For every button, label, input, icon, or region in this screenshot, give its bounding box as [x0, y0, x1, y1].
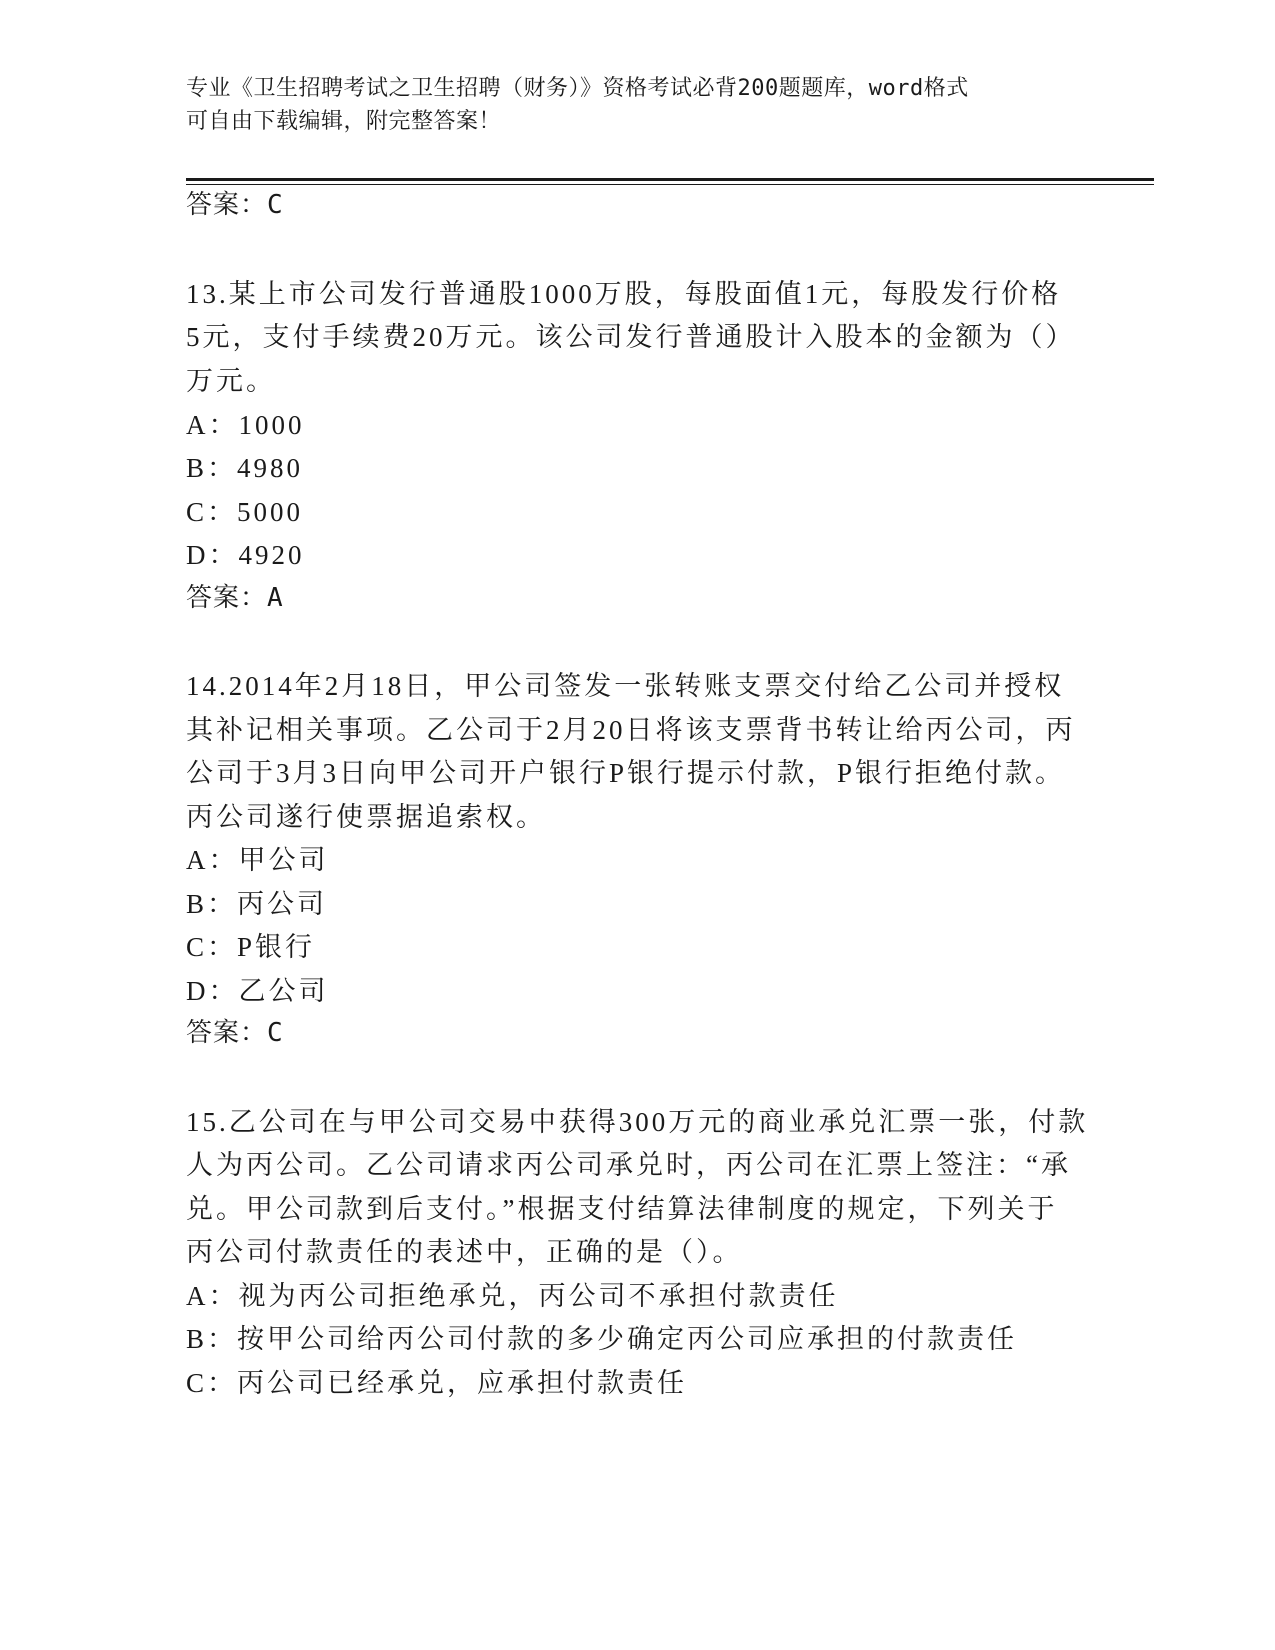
question-text-line: 万元。: [186, 366, 276, 396]
question-text-line: 5元，支付手续费20万元。该公司发行普通股计入股本的金额为（）: [186, 322, 1076, 352]
option-a: A：视为丙公司拒绝承兑，丙公司不承担付款责任: [186, 1281, 839, 1311]
option-d: D：乙公司: [186, 976, 329, 1006]
option-b: B：丙公司: [186, 889, 328, 919]
option-c: C：5000: [186, 497, 304, 527]
question-text-line: 公司于3月3日向甲公司开户银行P银行提示付款，P银行拒绝付款。: [186, 758, 1066, 788]
option-c: C：P银行: [186, 932, 316, 962]
question-text-line: 丙公司遂行使票据追索权。: [186, 802, 546, 832]
option-d: D：4920: [186, 540, 305, 570]
answer-label: 答案：A: [186, 583, 284, 613]
question-text-line: 兑。甲公司款到后支付。”根据支付结算法律制度的规定，下列关于: [186, 1194, 1058, 1224]
question-text-line: 其补记相关事项。乙公司于2月20日将该支票背书转让给丙公司，丙: [186, 715, 1076, 745]
previous-answer: 答案：C: [186, 190, 284, 220]
question-text-line: 人为丙公司。乙公司请求丙公司承兑时，丙公司在汇票上签注：“承: [186, 1150, 1071, 1180]
document-header: [186, 72, 1086, 138]
answer-label: 答案：C: [186, 1018, 284, 1048]
header-divider-thick: [186, 178, 1154, 181]
question-text-line: 14.2014年2月18日，甲公司签发一张转账支票交付给乙公司并授权: [186, 671, 1065, 701]
question-text-line: 15.乙公司在与甲公司交易中获得300万元的商业承兑汇票一张，付款: [186, 1107, 1089, 1137]
header-line-1: 专业《卫生招聘考试之卫生招聘（财务）》资格考试必背200题题库，word格式: [186, 76, 969, 101]
option-b: B：4980: [186, 453, 304, 483]
option-c: C：丙公司已经承兑，应承担付款责任: [186, 1368, 688, 1398]
header-divider-thin: [186, 184, 1154, 185]
question-text-line: 丙公司付款责任的表述中，正确的是（）。: [186, 1237, 743, 1267]
option-a: A：1000: [186, 410, 305, 440]
option-b: B：按甲公司给丙公司付款的多少确定丙公司应承担的付款责任: [186, 1324, 1018, 1354]
option-a: A：甲公司: [186, 845, 329, 875]
header-line-2: 可自由下载编辑，附完整答案！: [186, 109, 502, 134]
question-text-line: 13.某上市公司发行普通股1000万股，每股面值1元，每股发行价格: [186, 279, 1062, 309]
